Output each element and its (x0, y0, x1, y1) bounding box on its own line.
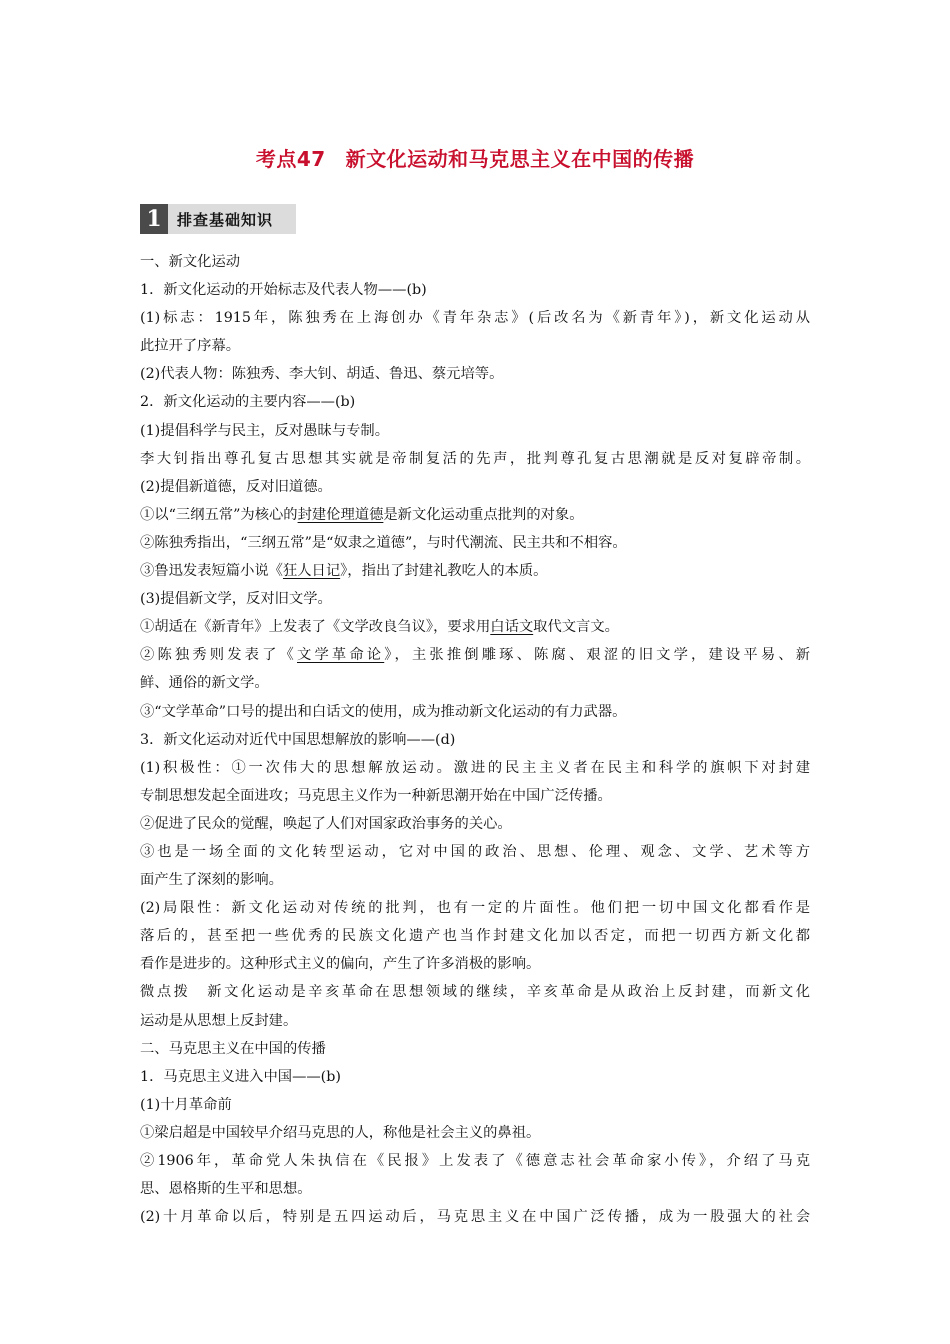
text-line (140, 332, 810, 360)
text-segment: 思、恩格斯的生平和思想。 (140, 1181, 312, 1198)
text-line (140, 1091, 810, 1119)
text-line (140, 417, 810, 445)
text-segment: 运动是从思想上反封建。 (140, 1012, 298, 1029)
text-segment: 1．马克思主义进入中国——(b) (140, 1068, 341, 1085)
text-line (140, 838, 810, 866)
text-segment: (1)积极性：①一次伟大的思想解放运动。激进的民主主义者在民主和科学的旗帜下对封建 (140, 759, 810, 776)
text-segment: 1．新文化运动的开始标志及代表人物——(b) (140, 282, 427, 299)
text-line (140, 585, 810, 613)
page-title (0, 143, 950, 172)
text-segment: 3．新文化运动对近代中国思想解放的影响——(d) (140, 731, 456, 748)
text-line (140, 388, 810, 416)
text-segment: (2)局限性：新文化运动对传统的批判，也有一定的片面性。他们把一切中国文化都看作是 (140, 900, 810, 917)
text-segment: ②促进了民众的觉醒，唤起了人们对国家政治事务的关心。 (140, 815, 512, 832)
text-line (140, 529, 810, 557)
text-line (140, 950, 810, 978)
text-segment: 二、马克思主义在中国的传播 (140, 1040, 326, 1057)
text-line (140, 866, 810, 894)
text-segment: (2)代表人物：陈独秀、李大钊、胡适、鲁迅、蔡元培等。 (140, 366, 504, 383)
text-segment: ②1906年，革命党人朱执信在《民报》上发表了《德意志社会革命家小传》，介绍了马克 (140, 1153, 810, 1169)
text-segment: 落后的，甚至把一些优秀的民族文化遗产也当作封建文化加以否定，而把一切西方新文化都 (140, 928, 810, 945)
title-prefix: 考点47 (255, 147, 326, 171)
document-body (140, 248, 810, 1231)
text-line (140, 1063, 810, 1091)
text-line (140, 1175, 810, 1203)
text-line (140, 726, 810, 754)
text-line (140, 894, 810, 922)
text-segment: ③也是一场全面的文化转型运动，它对中国的政治、思想、伦理、观念、文学、艺术等方 (140, 843, 810, 860)
text-segment: 》，主张推倒雕琢、陈腐、艰涩的旧文学，建设平易、新 (384, 647, 810, 664)
text-line (140, 276, 810, 304)
text-line (140, 1203, 810, 1231)
text-line (140, 304, 810, 332)
text-segment: 是新文化运动重点批判的对象。 (383, 506, 584, 523)
text-segment: ①胡适在《新青年》上发表了《文学改良刍议》，要求用 (140, 619, 491, 636)
section-number: 1 (140, 204, 168, 234)
text-segment: 此拉开了序幕。 (140, 338, 241, 355)
text-segment: 面产生了深刻的影响。 (140, 872, 283, 889)
text-line (140, 922, 810, 950)
underlined-term: 白话文 (490, 619, 534, 636)
text-line (140, 1007, 810, 1035)
text-segment: (1)提倡科学与民主，反对愚昧与专制。 (140, 422, 389, 439)
text-segment: 微点拨 新文化运动是辛亥革命在思想领域的继续，辛亥革命是从政治上反封建，而新文化 (140, 984, 810, 1001)
text-line (140, 1119, 810, 1147)
text-line (140, 501, 810, 529)
text-line (140, 248, 810, 276)
text-segment: (2)十月革命以后，特别是五四运动后，马克思主义在中国广泛传播，成为一股强大的社会 (140, 1209, 810, 1226)
text-line (140, 445, 810, 473)
text-line (140, 669, 810, 697)
section-badge (140, 204, 296, 234)
underlined-term: 文学革命论 (297, 647, 385, 664)
text-line (140, 810, 810, 838)
text-segment: ②陈独秀指出，“三纲五常”是“奴隶之道德”，与时代潮流、民主共和不相容。 (140, 534, 627, 551)
text-line (140, 557, 810, 585)
text-segment: (3)提倡新文学，反对旧文学。 (140, 591, 332, 608)
text-segment: 李大钊指出尊孔复古思想其实就是帝制复活的先声，批判尊孔复古思潮就是反对复辟帝制。 (140, 450, 810, 467)
text-line (140, 978, 810, 1006)
text-segment: (1)标志：1915年，陈独秀在上海创办《青年杂志》(后改名为《新青年》)，新文化运动从 (140, 310, 810, 327)
section-label: 排查基础知识 (177, 210, 274, 229)
text-line (140, 754, 810, 782)
text-segment: 一、新文化运动 (140, 254, 241, 270)
text-segment: (1)十月革命前 (140, 1096, 232, 1113)
text-segment: 看作是进步的。这种形式主义的偏向，产生了许多消极的影响。 (140, 956, 541, 973)
text-line (140, 613, 810, 641)
text-segment: ①以“三纲五常”为核心的 (140, 506, 298, 523)
underlined-term: 封建伦理道德 (297, 506, 384, 523)
text-segment: ③鲁迅发表短篇小说《 (140, 563, 283, 580)
text-segment: ①梁启超是中国较早介绍马克思的人，称他是社会主义的鼻祖。 (140, 1124, 541, 1141)
text-segment: 取代文言文。 (533, 619, 619, 636)
text-segment: (2)提倡新道德，反对旧道德。 (140, 478, 332, 495)
text-line (140, 698, 810, 726)
text-line (140, 1035, 810, 1063)
text-segment: 》，指出了封建礼教吃人的本质。 (340, 563, 548, 580)
text-line (140, 360, 810, 388)
text-segment: 鲜、通俗的新文学。 (140, 675, 269, 692)
text-line (140, 782, 810, 810)
text-segment: 专制思想发起全面进攻；马克思主义作为一种新思潮开始在中国广泛传播。 (140, 787, 612, 804)
underlined-term: 狂人日记 (282, 563, 341, 580)
text-segment: ②陈独秀则发表了《 (140, 647, 297, 664)
text-line (140, 473, 810, 501)
text-segment: ③“文学革命”口号的提出和白话文的使用，成为推动新文化运动的有力武器。 (140, 703, 627, 720)
title-main: 新文化运动和马克思主义在中国的传播 (345, 147, 695, 171)
text-line (140, 641, 810, 669)
text-line (140, 1147, 810, 1175)
text-segment: 2．新文化运动的主要内容——(b) (140, 394, 356, 411)
